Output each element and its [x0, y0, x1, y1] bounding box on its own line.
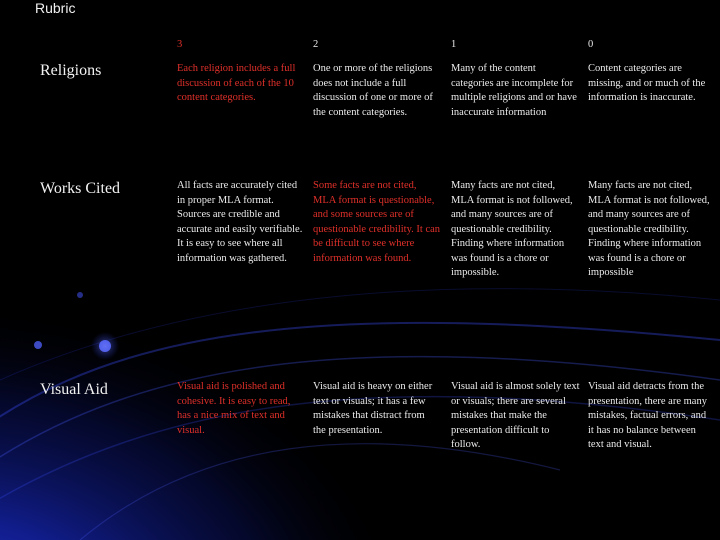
cell-religions-3: Each religion includes a full discussion of each of the 10 content categories.	[177, 63, 296, 103]
cell-visual-aid-3: Visual aid is polished and cohesive. It is easy to read, has a nice mix of text and visual.	[177, 381, 291, 436]
column-header-3: 3	[177, 39, 183, 50]
cell-works-cited-0: Many facts are not cited, MLA format is not followed, and many sources are of questionable credibility. Finding where information was found is a chore or impossible	[588, 180, 710, 278]
row-label-works-cited: Works Cited	[40, 180, 121, 197]
cell-religions-2: One or more of the religions does not include a full discussion of one or more of the content categories.	[313, 63, 433, 118]
cell-visual-aid-0: Visual aid detracts from the presentation, there are many mistakes, factual errors, and it has no balance between text and visual.	[588, 381, 707, 450]
cell-religions-1: Many of the content categories are incomplete for multiple religions and or have inaccurate information	[451, 63, 577, 118]
column-header-0: 0	[588, 39, 594, 50]
cell-works-cited-2: Some facts are not cited, MLA format is questionable, and some sources are of questionable credibility. It can be difficult to see where information was found.	[313, 180, 441, 264]
column-header-1: 1	[451, 39, 457, 50]
cell-works-cited-3: All facts are accurately cited in proper MLA format. Sources are credible and accurate and easily verifiable. It is easy to see where all information was gathered.	[177, 180, 303, 264]
row-label-visual-aid: Visual Aid	[40, 381, 108, 398]
slide-title: Rubric	[35, 0, 76, 16]
column-header-2: 2	[313, 39, 319, 50]
cell-visual-aid-1: Visual aid is almost solely text or visuals; there are several mistakes that make the presentation difficult to follow.	[451, 381, 580, 450]
cell-works-cited-1: Many facts are not cited, MLA format is not followed, and many sources are of questionable credibility. Finding where information was found is a chore or impossible.	[451, 180, 573, 278]
row-label-religions: Religions	[40, 62, 102, 79]
cell-religions-0: Content categories are missing, and or much of the information is inaccurate.	[588, 63, 706, 103]
cell-visual-aid-2: Visual aid is heavy on either text or visuals; it has a few mistakes that distract from the presentation.	[313, 381, 433, 436]
